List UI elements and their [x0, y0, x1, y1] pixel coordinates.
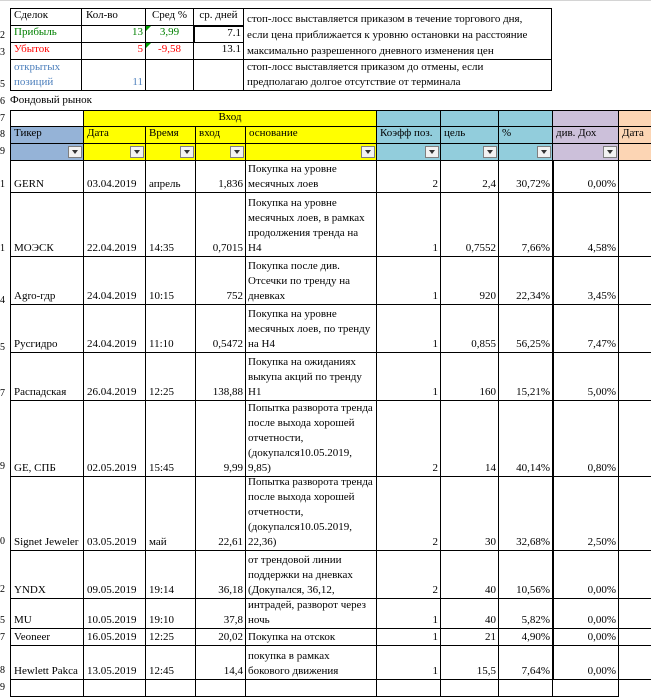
cell-basis[interactable] — [246, 551, 377, 599]
row-number: 9 — [0, 146, 5, 157]
cell-coef[interactable] — [377, 477, 441, 551]
cell-target[interactable] — [441, 257, 499, 305]
note-intraday-stoploss[interactable] — [244, 8, 552, 60]
cell-ticker[interactable] — [10, 401, 84, 477]
note-gtc-stoploss[interactable] — [244, 60, 552, 91]
cell-pct[interactable] — [499, 401, 553, 477]
cell-time-text: 10:15 — [149, 290, 175, 302]
cell-target[interactable] — [441, 401, 499, 477]
cell-entry-text: 138,88 — [212, 386, 243, 398]
error-indicator — [146, 43, 151, 48]
cell-div[interactable] — [553, 257, 619, 305]
cell-ticker-text: Signet Jeweler — [14, 536, 79, 548]
cell-pct-text: 32,68% — [516, 536, 550, 548]
cell-empty[interactable] — [196, 680, 246, 697]
header-blank-div[interactable] — [553, 110, 619, 127]
cell-time[interactable] — [146, 646, 196, 680]
cell-pct[interactable] — [499, 551, 553, 599]
summary-loss-avg[interactable]: -9,58 — [146, 43, 194, 60]
cell-basis-text: Попытка разворота тренда после выхода хорошей отчетности, (докупался10.05.2019, 9,85) — [248, 402, 373, 474]
cell-ticker-text: Русгидро — [14, 338, 58, 350]
cell-target-text: 14 — [485, 462, 496, 474]
error-indicator — [146, 26, 151, 31]
summary-profit-avg[interactable]: 3,99 — [146, 26, 194, 43]
row-number: 7 — [0, 632, 5, 643]
cell-div-text: 3,45% — [587, 290, 616, 302]
cell-pct-text: 4,90% — [521, 631, 550, 643]
cell-coef-text: 1 — [432, 631, 438, 643]
cell-div-text: 0,80% — [587, 462, 616, 474]
cell-div-text: 0,00% — [587, 614, 616, 626]
row-number: 8 — [0, 129, 5, 140]
cell-basis-text: Покупка на отскок — [248, 631, 336, 643]
cell-entry[interactable] — [196, 477, 246, 551]
cell-target[interactable] — [441, 551, 499, 599]
row-number: 8 — [0, 665, 5, 676]
cell-pct[interactable] — [499, 193, 553, 257]
summary-loss-days[interactable]: 13.1 — [194, 43, 244, 60]
cell-pct-text: 7,64% — [521, 665, 550, 677]
cell-ticker-text: YNDX — [14, 584, 46, 596]
row-number: 6 — [0, 96, 5, 107]
summary-header-days[interactable]: ср. дней — [194, 8, 244, 26]
summary-loss-count[interactable]: 5 — [82, 43, 146, 60]
row-number: 9 — [0, 682, 5, 693]
cell-date2[interactable] — [619, 353, 651, 401]
cell-basis-text: Покупка на ожиданиях выкупа акций по тренду H1 — [248, 356, 362, 398]
cell-entry[interactable] — [196, 401, 246, 477]
cell-basis[interactable] — [246, 193, 377, 257]
cell-coef[interactable] — [377, 646, 441, 680]
cell-target[interactable] — [441, 353, 499, 401]
cell-date-text: 13.05.2019 — [87, 665, 137, 677]
cell-time-text: 19:14 — [149, 584, 175, 596]
cell-empty[interactable] — [377, 680, 441, 697]
cell-coef-text: 1 — [432, 290, 438, 302]
cell-coef-text: 2 — [432, 462, 438, 474]
summary-header-avg[interactable]: Сред % — [146, 8, 194, 26]
cell-basis[interactable] — [246, 305, 377, 353]
cell-target-text: 40 — [485, 614, 496, 626]
cell-ticker[interactable] — [10, 551, 84, 599]
summary-open-empty1[interactable] — [146, 60, 194, 91]
cell-date-text: 22.04.2019 — [87, 242, 137, 254]
cell-date[interactable] — [84, 646, 146, 680]
col-header-basis[interactable]: основание — [246, 127, 377, 144]
summary-profit-label[interactable]: Прибыль — [10, 26, 82, 43]
cell-basis[interactable] — [246, 161, 377, 193]
cell-basis[interactable] — [246, 401, 377, 477]
filter-dropdown-ticker[interactable] — [68, 146, 82, 158]
row-number: 5 — [0, 615, 5, 626]
note-line: максимально разрешенного дневного изменения цен — [247, 45, 494, 57]
cell-coef[interactable] — [377, 257, 441, 305]
col-header-target[interactable]: цель — [441, 127, 499, 144]
filter-cell-basis — [246, 144, 377, 161]
col-header-date2[interactable]: Дата — [619, 127, 651, 144]
cell-empty[interactable] — [84, 680, 146, 697]
cell-pct[interactable] — [499, 257, 553, 305]
cell-time[interactable] — [146, 193, 196, 257]
cell-div[interactable] — [553, 193, 619, 257]
cell-pct-text: 40,14% — [516, 462, 550, 474]
cell-time[interactable] — [146, 305, 196, 353]
cell-date-text: 02.05.2019 — [87, 462, 137, 474]
cell-div[interactable] — [553, 477, 619, 551]
filter-dropdown-pct[interactable] — [537, 146, 551, 158]
cell-date-text: 03.04.2019 — [87, 178, 137, 190]
cell-date[interactable] — [84, 629, 146, 646]
cell-ticker-text: Распадская — [14, 386, 67, 398]
cell-entry[interactable] — [196, 551, 246, 599]
cell-coef-text: 2 — [432, 178, 438, 190]
cell-time[interactable] — [146, 161, 196, 193]
cell-entry[interactable] — [196, 257, 246, 305]
cell-coef-text: 2 — [432, 536, 438, 548]
filter-dropdown-div[interactable] — [603, 146, 617, 158]
cell-target-text: 2,4 — [482, 178, 496, 190]
cell-time[interactable] — [146, 257, 196, 305]
cell-pct[interactable] — [499, 353, 553, 401]
cell-pct[interactable] — [499, 629, 553, 646]
cell-coef[interactable] — [377, 401, 441, 477]
cell-div[interactable] — [553, 161, 619, 193]
cell-target-text: 15,5 — [476, 665, 496, 677]
cell-target-text: 40 — [485, 584, 496, 596]
filter-dropdown-coef[interactable] — [425, 146, 439, 158]
cell-entry-text: 9,99 — [223, 462, 243, 474]
cell-date[interactable] — [84, 401, 146, 477]
filter-dropdown-time[interactable] — [180, 146, 194, 158]
cell-time[interactable] — [146, 401, 196, 477]
summary-header-deals[interactable]: Сделок — [10, 8, 82, 26]
header-blank-pct[interactable] — [499, 110, 553, 127]
row-number: 9 — [0, 461, 5, 472]
note-line: стоп-лосс выставляется приказом до отмены, если — [247, 61, 484, 73]
summary-profit-count[interactable]: 13 — [82, 26, 146, 43]
filter-dropdown-entry[interactable] — [230, 146, 244, 158]
cell-target-text: 920 — [479, 290, 496, 302]
cell-div-text: 0,00% — [587, 178, 616, 190]
cell-target[interactable] — [441, 477, 499, 551]
cell-pct[interactable] — [499, 646, 553, 680]
header-blank-ticker[interactable] — [10, 110, 84, 127]
cell-time-text: 14:35 — [149, 242, 175, 254]
cell-entry[interactable] — [196, 305, 246, 353]
filter-dropdown-basis[interactable] — [361, 146, 375, 158]
cell-coef-text: 1 — [432, 665, 438, 677]
cell-ticker-text: GERN — [14, 178, 44, 190]
cell-ticker-text: МОЭСК — [14, 242, 54, 254]
cell-target[interactable] — [441, 599, 499, 629]
cell-basis[interactable] — [246, 599, 377, 629]
cell-ticker-text: Veoneer — [14, 631, 51, 643]
cell-date-text: 03.05.2019 — [87, 536, 137, 548]
cell-coef[interactable] — [377, 353, 441, 401]
cell-basis[interactable] — [246, 477, 377, 551]
summary-open-count[interactable]: 11 — [82, 60, 146, 91]
cell-div[interactable] — [553, 401, 619, 477]
cell-date-text: 10.05.2019 — [87, 614, 137, 626]
filter-cell-date2 — [619, 144, 651, 161]
cell-entry[interactable] — [196, 646, 246, 680]
cell-time-text: 12:45 — [149, 665, 175, 677]
cell-date-text: 24.04.2019 — [87, 290, 137, 302]
cell-date[interactable] — [84, 161, 146, 193]
cell-div[interactable] — [553, 646, 619, 680]
cell-div-text: 5,00% — [587, 386, 616, 398]
cell-pct-text: 10,56% — [516, 584, 550, 596]
cell-entry[interactable] — [196, 353, 246, 401]
cell-coef[interactable] — [377, 193, 441, 257]
cell-div-text: 4,58% — [587, 242, 616, 254]
summary-open-label[interactable] — [10, 60, 82, 91]
cell-date2[interactable] — [619, 477, 651, 551]
cell-pct[interactable] — [499, 305, 553, 353]
cell-pct[interactable] — [499, 161, 553, 193]
cell-target[interactable] — [441, 305, 499, 353]
cell-ticker[interactable] — [10, 477, 84, 551]
cell-time-text: 15:45 — [149, 462, 175, 474]
cell-date2[interactable] — [619, 161, 651, 193]
col-header-ticker[interactable]: Тикер — [10, 127, 84, 144]
cell-date[interactable] — [84, 193, 146, 257]
cell-date[interactable] — [84, 477, 146, 551]
cell-target[interactable] — [441, 161, 499, 193]
cell-time-text: май — [149, 536, 167, 548]
cell-time-text: 12:25 — [149, 631, 175, 643]
cell-time[interactable] — [146, 477, 196, 551]
cell-date-text: 16.05.2019 — [87, 631, 137, 643]
cell-pct[interactable] — [499, 599, 553, 629]
cell-basis-text: Покупка на уровне месячных лоев, в рамках продолжения тренда на H4 — [248, 197, 365, 254]
cell-empty[interactable] — [499, 680, 553, 697]
header-group-entry[interactable]: Вход — [84, 110, 377, 127]
summary-loss-label[interactable]: Убыток — [10, 43, 82, 60]
cell-entry-text: 36,18 — [218, 584, 243, 596]
cell-ticker[interactable] — [10, 629, 84, 646]
cell-empty[interactable] — [146, 680, 196, 697]
cell-entry[interactable] — [196, 193, 246, 257]
note-line: предполагаю долгое отсутствие от терминала — [247, 76, 461, 88]
cell-entry-text: 14,4 — [223, 665, 243, 677]
cell-basis-text: от трендовой линии поддержки на дневках (Докупался, 36,12, — [248, 554, 353, 596]
cell-entry-text: 20,02 — [218, 631, 243, 643]
cell-date[interactable] — [84, 353, 146, 401]
cell-coef[interactable] — [377, 551, 441, 599]
cell-date2[interactable] — [619, 193, 651, 257]
cell-ticker-text: GE, СПБ — [14, 462, 56, 474]
cell-date2[interactable] — [619, 599, 651, 629]
cell-basis[interactable] — [246, 629, 377, 646]
cell-ticker-text: MU — [14, 614, 32, 626]
cell-time[interactable] — [146, 353, 196, 401]
cell-pct-text: 30,72% — [516, 178, 550, 190]
cell-ticker-text: Agro-гдр — [14, 290, 56, 302]
cell-target-text: 30 — [485, 536, 496, 548]
cell-ticker[interactable] — [10, 353, 84, 401]
col-header-pct[interactable]: % — [499, 127, 553, 144]
col-header-date[interactable]: Дата — [84, 127, 146, 144]
summary-profit-days[interactable]: 7.1 — [194, 26, 244, 43]
cell-empty[interactable] — [441, 680, 499, 697]
row-number: 2 — [0, 30, 5, 41]
cell-target[interactable] — [441, 629, 499, 646]
cell-target-text: 0,7552 — [465, 242, 496, 254]
cell-target-text: 21 — [485, 631, 496, 643]
cell-basis-text: интрадей, разворот через ночь — [248, 599, 366, 626]
col-header-coef[interactable]: Коэфф поз. — [377, 127, 441, 144]
cell-ticker[interactable] — [10, 646, 84, 680]
col-header-time[interactable]: Время — [146, 127, 196, 144]
cell-basis[interactable] — [246, 353, 377, 401]
cell-div[interactable] — [553, 353, 619, 401]
cell-pct-text: 5,82% — [521, 614, 550, 626]
cell-coef-text: 1 — [432, 242, 438, 254]
cell-date[interactable] — [84, 551, 146, 599]
summary-open-label-line2: позиций — [14, 76, 54, 88]
cell-basis[interactable] — [246, 646, 377, 680]
cell-pct-text: 56,25% — [516, 338, 550, 350]
cell-empty[interactable] — [10, 680, 84, 697]
cell-time-text: 11:10 — [149, 338, 174, 350]
cell-pct-text: 15,21% — [516, 386, 550, 398]
cell-coef[interactable] — [377, 305, 441, 353]
col-header-div[interactable]: див. Дох — [553, 127, 619, 144]
row-number: 0 — [0, 536, 5, 547]
cell-coef-text: 1 — [432, 338, 438, 350]
note-line: если цена приближается к уровню остановки на расстояние — [247, 29, 528, 41]
header-blank-date2[interactable] — [619, 110, 651, 127]
cell-basis-text: Покупка на уровне месячных лоев — [248, 163, 337, 190]
row-number: 7 — [0, 388, 5, 399]
cell-empty[interactable] — [619, 680, 651, 697]
cell-empty[interactable] — [246, 680, 377, 697]
cell-ticker[interactable] — [10, 599, 84, 629]
cell-coef[interactable] — [377, 629, 441, 646]
cell-coef[interactable] — [377, 161, 441, 193]
row-number: 1 — [0, 179, 5, 190]
cell-empty[interactable] — [553, 680, 619, 697]
cell-entry-text: 1,836 — [218, 178, 243, 190]
row-number: 7 — [0, 113, 5, 124]
summary-open-empty2[interactable] — [194, 60, 244, 91]
cell-basis-text: Попытка разворота тренда после выхода хорошей отчетности, (докупался10.05.2019, 22,36) — [248, 477, 373, 548]
cell-div[interactable] — [553, 599, 619, 629]
cell-coef[interactable] — [377, 599, 441, 629]
cell-pct-text: 22,34% — [516, 290, 550, 302]
cell-ticker[interactable] — [10, 305, 84, 353]
row-number: 5 — [0, 79, 5, 90]
cell-entry-text: 22,61 — [218, 536, 243, 548]
cell-time[interactable] — [146, 551, 196, 599]
cell-entry-text: 752 — [226, 290, 243, 302]
row-number: 4 — [0, 295, 5, 306]
cell-div[interactable] — [553, 629, 619, 646]
filter-dropdown-date[interactable] — [130, 146, 144, 158]
cell-ticker[interactable] — [10, 161, 84, 193]
cell-entry[interactable] — [196, 599, 246, 629]
cell-div[interactable] — [553, 551, 619, 599]
cell-date[interactable] — [84, 599, 146, 629]
summary-open-label-line1: открытых — [14, 61, 61, 73]
cell-date2[interactable] — [619, 629, 651, 646]
summary-header-count[interactable]: Кол-во — [82, 8, 146, 26]
cell-basis[interactable] — [246, 257, 377, 305]
row-number: 5 — [0, 342, 5, 353]
cell-ticker[interactable] — [10, 193, 84, 257]
cell-pct[interactable] — [499, 477, 553, 551]
cell-basis-text: Покупка после див. Отсечки по тренду на дневках — [248, 260, 350, 302]
cell-target-text: 160 — [479, 386, 496, 398]
header-blank-target[interactable] — [441, 110, 499, 127]
cell-basis-text: покупка в рамках бокового движения — [248, 650, 339, 677]
row-number: 2 — [0, 584, 5, 595]
cell-div-text: 0,00% — [587, 665, 616, 677]
cell-time-text: 12:25 — [149, 386, 175, 398]
cell-div-text: 0,00% — [587, 631, 616, 643]
cell-date2[interactable] — [619, 401, 651, 477]
cell-entry[interactable] — [196, 161, 246, 193]
cell-target[interactable] — [441, 646, 499, 680]
cell-coef-text: 1 — [432, 614, 438, 626]
cell-time-text: апрель — [149, 178, 181, 190]
cell-time-text: 19:10 — [149, 614, 175, 626]
cell-date2[interactable] — [619, 646, 651, 680]
cell-date-text: 09.05.2019 — [87, 584, 137, 596]
cell-div-text: 0,00% — [587, 584, 616, 596]
cell-div-text: 7,47% — [587, 338, 616, 350]
cell-div[interactable] — [553, 305, 619, 353]
cell-date-text: 26.04.2019 — [87, 386, 137, 398]
note-line: стоп-лосс выставляется приказом в течение торгового дня, — [247, 13, 523, 25]
cell-div-text: 2,50% — [587, 536, 616, 548]
header-blank-coef[interactable] — [377, 110, 441, 127]
cell-target-text: 0,855 — [471, 338, 496, 350]
row-number: 1 — [0, 243, 5, 254]
cell-coef-text: 1 — [432, 386, 438, 398]
cell-pct-text: 7,66% — [521, 242, 550, 254]
row-number: 3 — [0, 47, 5, 58]
cell-date[interactable] — [84, 305, 146, 353]
cell-entry-text: 0,7015 — [212, 242, 243, 254]
cell-time[interactable] — [146, 629, 196, 646]
cell-ticker[interactable] — [10, 257, 84, 305]
cell-target[interactable] — [441, 193, 499, 257]
cell-time[interactable] — [146, 599, 196, 629]
cell-date2[interactable] — [619, 305, 651, 353]
cell-entry[interactable] — [196, 629, 246, 646]
cell-ticker-text: Hewlett Pakca — [14, 665, 78, 677]
cell-date2[interactable] — [619, 551, 651, 599]
cell-coef-text: 2 — [432, 584, 438, 596]
filter-dropdown-target[interactable] — [483, 146, 497, 158]
col-header-entry[interactable]: вход — [196, 127, 246, 144]
cell-date[interactable] — [84, 257, 146, 305]
cell-entry-text: 0,5472 — [212, 338, 243, 350]
cell-basis-text: Покупка на уровне месячных лоев, по тренду на H4 — [248, 308, 371, 350]
cell-entry-text: 37,8 — [223, 614, 243, 626]
cell-date-text: 24.04.2019 — [87, 338, 137, 350]
cell-date2[interactable] — [619, 257, 651, 305]
section-title: Фондовый рынок — [10, 94, 93, 106]
